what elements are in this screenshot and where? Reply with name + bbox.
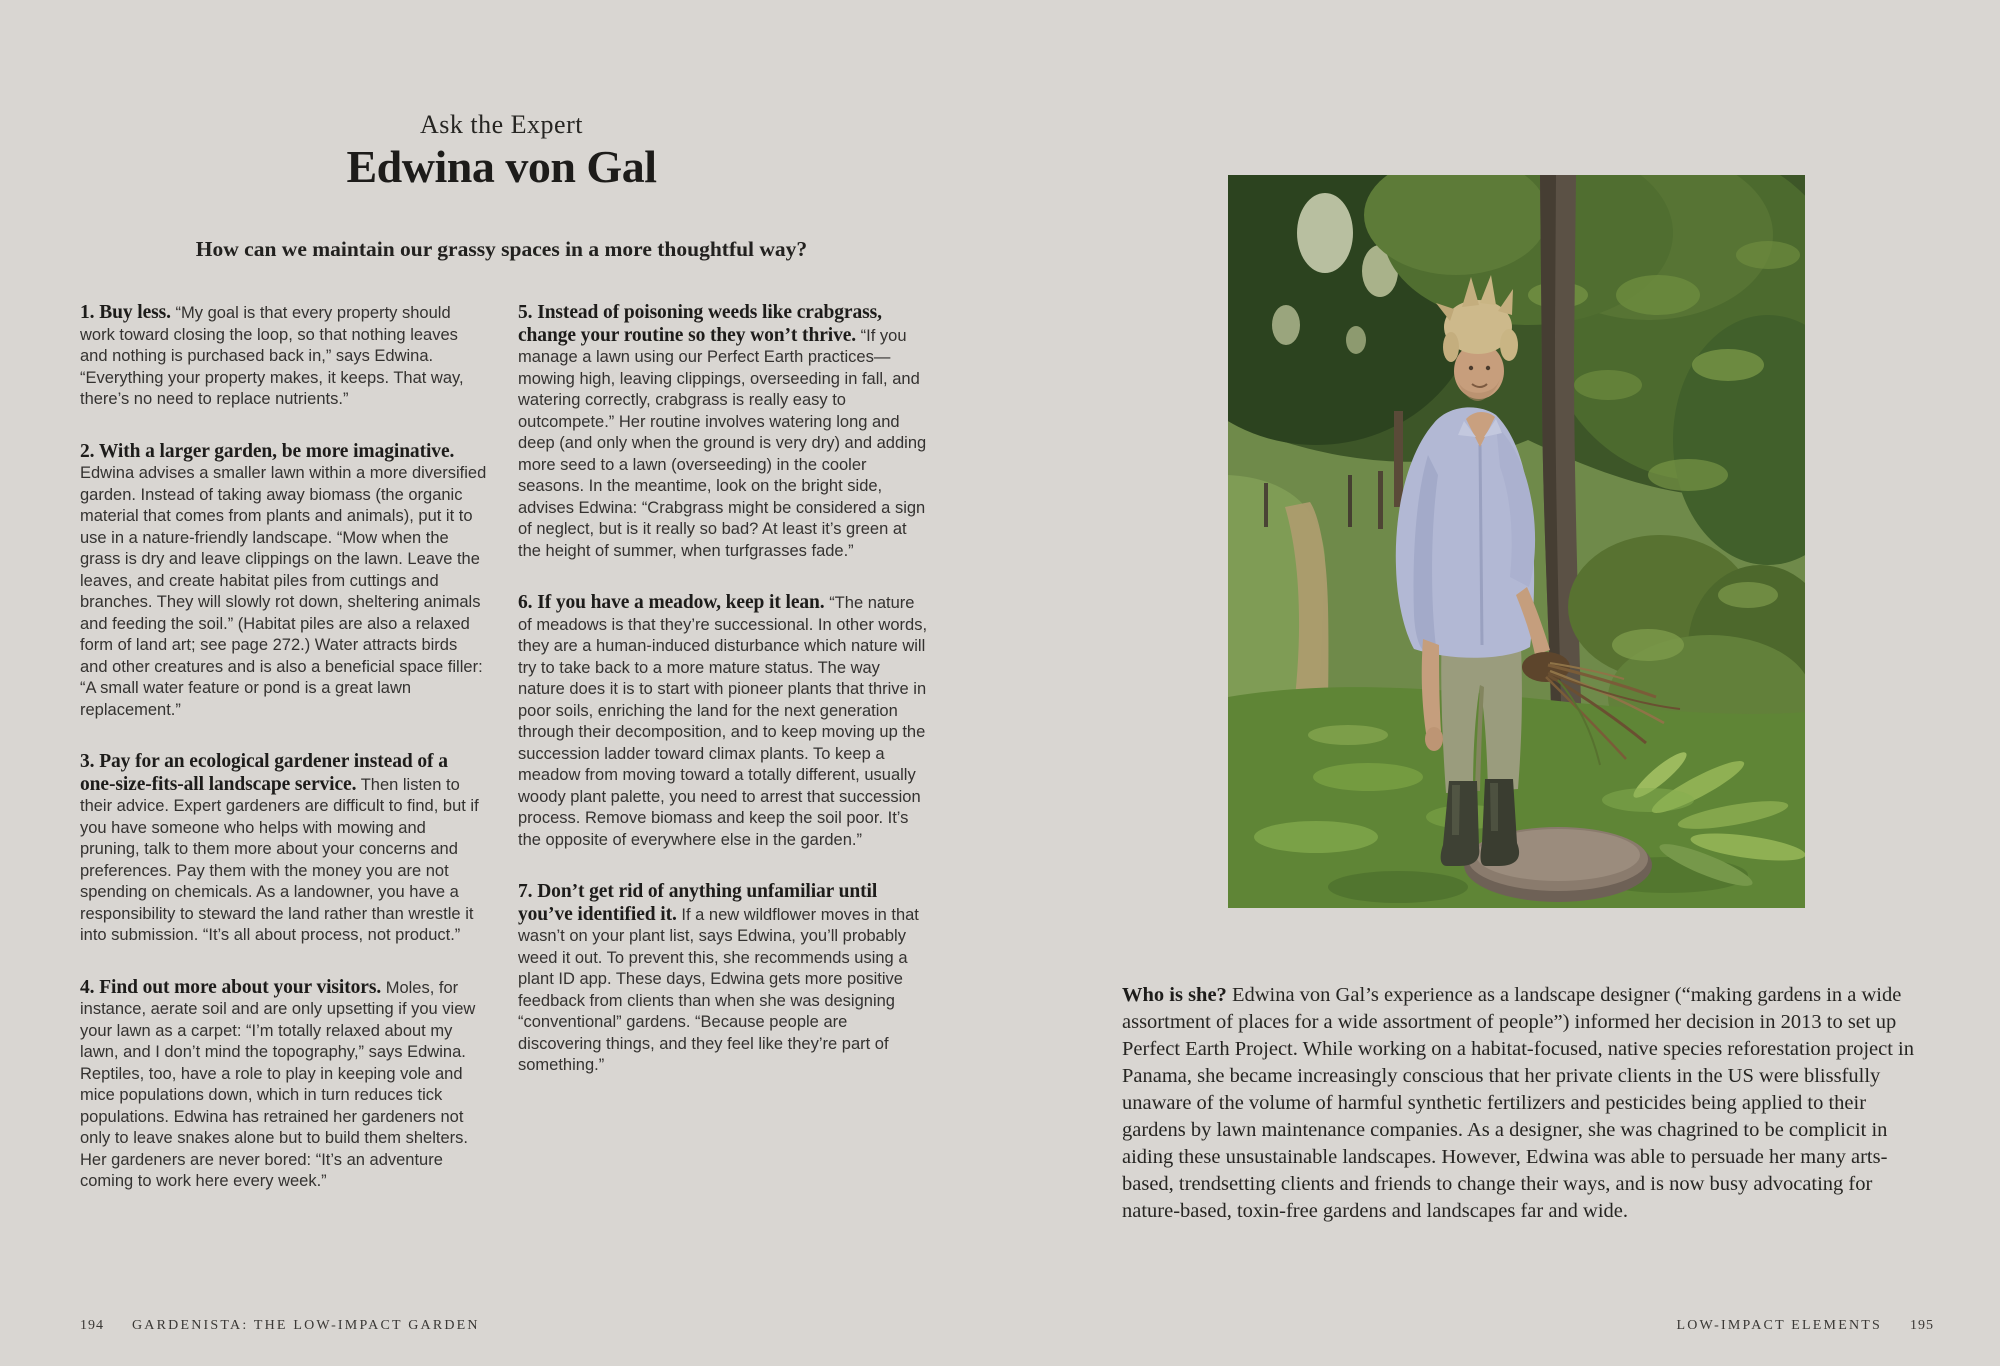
tip-lead: 7. Don’t get rid of anything unfamiliar until you’ve identified it.	[518, 881, 878, 925]
tip-lead: 2. With a larger garden, be more imaginative.	[80, 440, 455, 462]
tip-body: If a new wildflower moves in that wasn’t on your plant list, says Edwina, you’ll probably weed it out. To prevent this, she recommends using a plant ID app. These days, Edwina gets more positive feedback from clients than when she was designing “conventional” gardens. “Because people are discovering things, and they feel like they’re part of something.”	[518, 905, 919, 1074]
tip-lead: 6. If you have a meadow, keep it lean.	[518, 592, 825, 613]
tip-lead: 1. Buy less.	[80, 302, 171, 323]
who-is-she-lead: Who is she?	[1122, 984, 1227, 1006]
tip-lead: 4. Find out more about your visitors.	[80, 976, 382, 998]
tip-item-7	[518, 881, 930, 1077]
kicker: Ask the Expert	[420, 110, 583, 139]
tip-item-6	[518, 592, 930, 851]
tip-body: “The nature of meadows is that they’re successional. In other words, they are a human-induced disturbance which nature will try to take back to a more mature status. The way nature does it is to start with pioneer plants that thrive in poor soils, enriching the land for the next generation through their decomposition, and to keep moving up the succession ladder toward climax plants. To keep a meadow from moving toward a totally different, usually woody plant palette, you need to arrest that succession process. Remove biomass and keep the soil poor. It’s the opposite of everywhere else in the garden.”	[518, 594, 928, 849]
footer-left	[80, 1318, 480, 1334]
tip-item-2	[80, 441, 487, 722]
page-title: Edwina von Gal	[346, 141, 657, 192]
running-head-left: GARDENISTA: THE LOW-IMPACT GARDEN	[132, 1318, 480, 1333]
page-number-left: 194	[80, 1318, 104, 1333]
tips-column-1	[80, 302, 487, 1223]
tip-lead: 3. Pay for an ecological gardener instead of a one-size-fits-all landscape service.	[80, 751, 448, 795]
tip-lead: 5. Instead of poisoning weeds like crabgrass, change your routine so they won’t thrive.	[518, 302, 882, 346]
tip-item-1	[80, 302, 487, 411]
tip-item-3	[80, 751, 487, 947]
footer-right	[1676, 1318, 1934, 1334]
tip-item-5	[518, 302, 930, 562]
tip-body: “If you manage a lawn using our Perfect Earth practices—mowing high, leaving clippings, overseeding in fall, and watering correctly, crabgrass is really easy to outcompete.” Her routine involves watering long and deep (and only when the ground is very dry) and adding more seed to a lawn (overseeding) in the cooler seasons. In the meantime, look on the bright side, advises Edwina: “Crabgrass might be considered a sign of neglect, but is it really so bad? At least it’s green at the height of summer, when turfgrasses fade.”	[518, 326, 927, 560]
tip-item-4	[80, 977, 487, 1193]
tip-body: Edwina advises a smaller lawn within a more diversified garden. Instead of taking away biomass (the organic material that comes from plants and animals), put it to use in a nature-friendly landscape. “Mow when the grass is dry and leave clippings on the lawn. Leave the leaves, and create habitat piles from cuttings and branches. They will slowly rot down, sheltering animals and feeding the soil.” (Habitat piles are also a relaxed form of land art; see page 272.) Water attracts birds and other creatures and is also a beneficial space filler: “A small water feature or pond is a great lawn replacement.”	[80, 464, 487, 719]
intro-question: How can we maintain our grassy spaces in a more thoughtful way?	[195, 237, 808, 261]
expert-portrait-photo	[1228, 175, 1805, 908]
running-head-right: LOW-IMPACT ELEMENTS	[1676, 1318, 1882, 1333]
tip-body: Moles, for instance, aerate soil and are only upsetting if you view your lawn as a carpet: “I’m totally relaxed about my lawn, and I don’t mind the topography,” says Edwina. Reptiles, too, have a role to play in keeping vole and mice populations down, which in turn reduces tick populations. Edwina has retrained her gardeners not only to leave snakes alone but to build them shelters. Her gardeners are never bored: “It’s an adventure coming to work here every week.”	[80, 978, 476, 1190]
page-number-right: 195	[1910, 1318, 1934, 1333]
article-header	[80, 110, 923, 262]
who-is-she-block	[1122, 982, 1916, 1225]
who-is-she-body: Edwina von Gal’s experience as a landscape designer (“making gardens in a wide assortment of places for a wide assortment of people”) informed her decision in 2013 to set up Perfect Earth Project. While working on a habitat-focused, native species reforestation project in Panama, she became increasingly conscious that her private clients in the US were blissfully unaware of the volume of harmful synthetic fertilizers and pesticides being applied to their gardens by lawn maintenance companies. As a designer, she was chagrined to be complicit in aiding these unsustainable landscapes. However, Edwina was able to persuade her many arts-based, trendsetting clients and friends to change their ways, and is now busy advocating for nature-based, toxin-free gardens and landscapes far and wide.	[1122, 984, 1915, 1222]
tip-body: “My goal is that every property should work toward closing the loop, so that nothing leaves and nothing is purchased back in,” says Edwina. “Everything your property makes, it keeps. That way, there’s no need to replace nutrients.”	[80, 304, 464, 408]
tip-body: Then listen to their advice. Expert gardeners are difficult to find, but if you have someone who helps with mowing and pruning, talk to them more about your concerns and preferences. Pay them with the money you are not spending on chemicals. As a landowner, you have a responsibility to steward the land rather than wrestle it into submission. “It’s all about process, not product.”	[80, 775, 479, 944]
tips-column-2	[518, 302, 930, 1107]
garden-photo-illustration	[1228, 175, 1805, 908]
